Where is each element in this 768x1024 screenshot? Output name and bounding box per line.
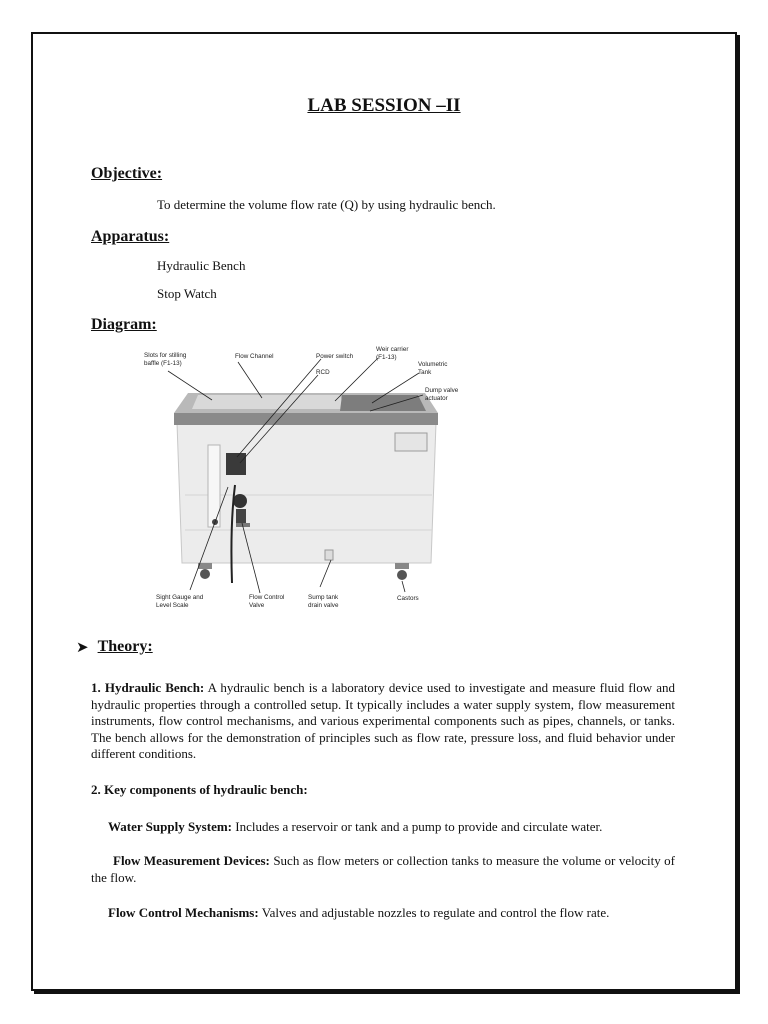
label-flow-control: Flow Control [249, 594, 285, 601]
apparatus-heading: Apparatus: [91, 228, 170, 245]
page-title: LAB SESSION –II [307, 95, 461, 116]
label-slots: baffle (F1-13) [144, 360, 182, 367]
label-dump: Dump valve [425, 387, 459, 394]
component-flow-control: Flow Control Mechanisms: Valves and adjustable nozzles to regulate and control the flow rate. [108, 905, 610, 920]
label-slots: Slots for stilling [144, 352, 187, 359]
label-flow-channel: Flow Channel [235, 353, 274, 360]
apparatus-item: Stop Watch [157, 286, 217, 301]
objective-heading: Objective: [91, 165, 163, 182]
theory-heading-row [76, 638, 153, 656]
theory-paragraph-2: 2. Key components of hydraulic bench: [91, 782, 308, 797]
apparatus-item: Hydraulic Bench [157, 258, 246, 273]
hydraulic-bench-diagram [140, 345, 470, 613]
label-flow-control: Valve [249, 602, 265, 609]
objective-text: To determine the volume flow rate (Q) by using hydraulic bench. [157, 197, 496, 212]
component-water-supply: Water Supply System: Includes a reservoir or tank and a pump to provide and circulate water. [108, 819, 603, 834]
theory-paragraph-1: 1. Hydraulic Bench: A hydraulic bench is a laboratory device used to investigate and measure fluid flow and hydraulic properties through a controlled setup. It typically includes a water supply system, flow measurement instruments, flow control mechanisms, and various experimental components such as pipes, channels, or tanks. The bench allows for the demonstration of principles such as flow rate, pressure loss, and fluid behavior under different conditions. [91, 680, 675, 761]
label-sight: Sight Gauge and [156, 594, 204, 601]
label-rcd: RCD [316, 369, 330, 376]
label-sump: drain valve [308, 602, 339, 609]
arrow-bullet-icon: ➤ [76, 638, 89, 656]
label-weir: (F1-13) [376, 354, 397, 361]
label-weir: Weir carrier [376, 346, 409, 353]
component-flow-measurement: Flow Measurement Devices: Such as flow meters or collection tanks to measure the volume or velocity of the flow. [91, 853, 675, 885]
label-volumetric: Tank [418, 369, 432, 376]
label-dump: actuator [425, 395, 448, 402]
diagram-heading: Diagram: [91, 316, 157, 333]
theory-heading: Theory: [97, 638, 153, 655]
label-power-switch: Power switch [316, 353, 354, 360]
label-sump: Sump tank [308, 594, 339, 601]
label-sight: Level Scale [156, 602, 189, 609]
label-castors: Castors [397, 595, 419, 602]
label-volumetric: Volumetric [418, 361, 448, 368]
